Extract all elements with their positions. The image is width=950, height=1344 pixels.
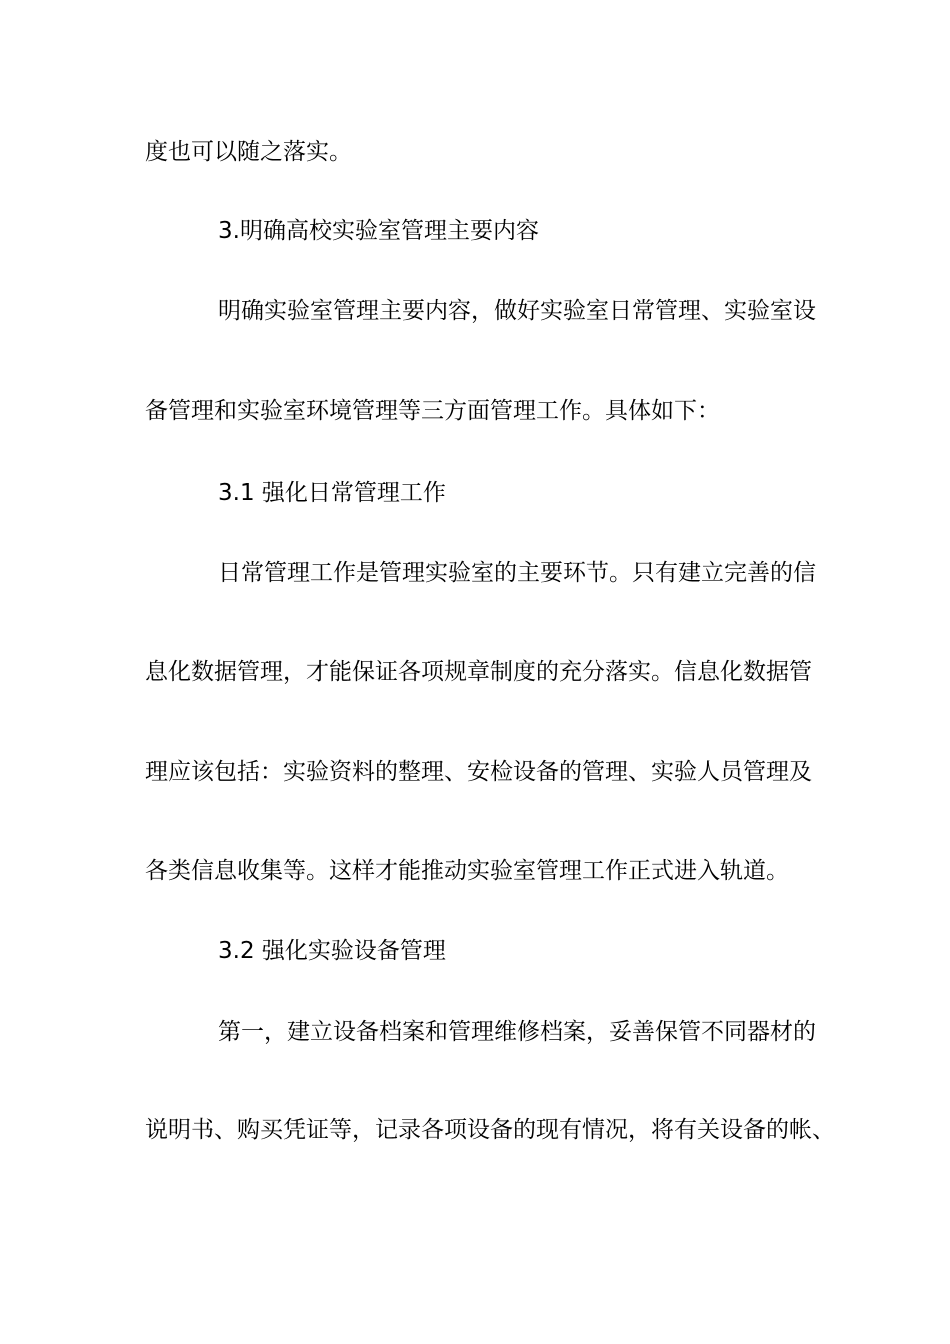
paragraph-line: 第一，建立设备档案和管理维修档案，妥善保管不同器材的 (218, 1019, 816, 1045)
paragraph-line: 日常管理工作是管理实验室的主要环节。只有建立完善的信 (218, 560, 816, 586)
section-heading: 3.明确高校实验室管理主要内容 (218, 218, 539, 244)
paragraph-line: 理应该包括：实验资料的整理、安检设备的管理、实验人员管理及 (145, 759, 812, 785)
section-heading: 3.1 强化日常管理工作 (218, 480, 446, 506)
paragraph-line: 各类信息收集等。这样才能推动实验室管理工作正式进入轨道。 (145, 858, 789, 884)
paragraph-line: 度也可以随之落实。 (145, 139, 352, 165)
section-heading: 3.2 强化实验设备管理 (218, 938, 446, 964)
paragraph-line: 备管理和实验室环境管理等三方面管理工作。具体如下： (145, 398, 720, 424)
paragraph-line: 说明书、购买凭证等，记录各项设备的现有情况，将有关设备的帐、 (145, 1117, 835, 1143)
paragraph-line: 明确实验室管理主要内容，做好实验室日常管理、实验室设 (218, 298, 816, 324)
paragraph-line: 息化数据管理，才能保证各项规章制度的充分落实。信息化数据管 (145, 659, 812, 685)
